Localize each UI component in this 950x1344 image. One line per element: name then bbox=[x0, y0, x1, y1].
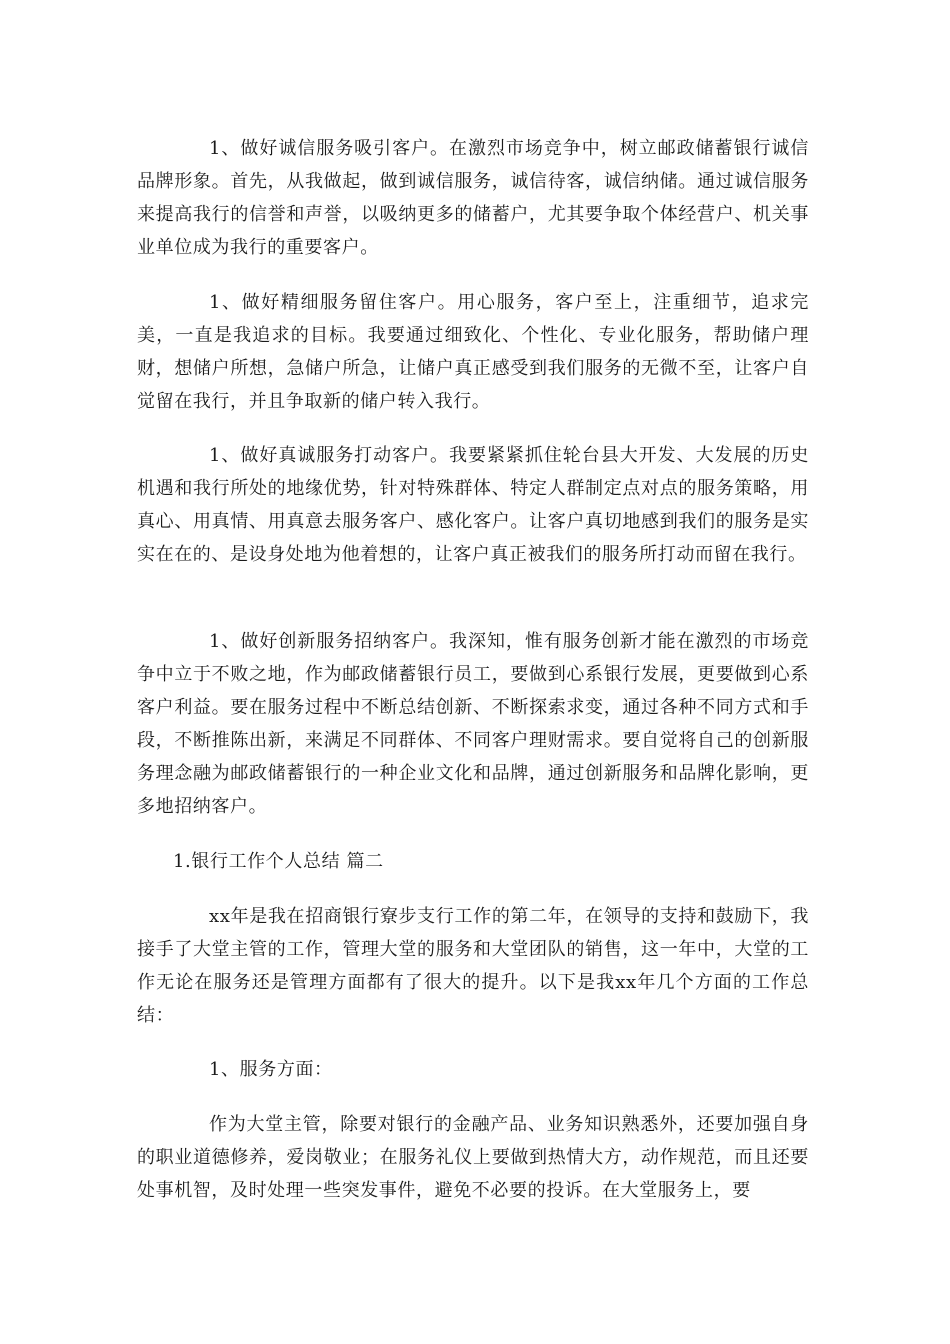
paragraph-sincere-service: 1、做好真诚服务打动客户。我要紧紧抓住轮台县大开发、大发展的历史机遇和我行所处的地缘优势，针对特殊群体、特定人群制定点对点的服务策略，用真心、用真情、用真意去服务客户、感化客户。让客户真切地感到我们的服务是实实在在的、是设身处地为他着想的，让客户真正被我们的服务所打动而留在我行。 bbox=[137, 445, 809, 565]
paragraph-fine-service: 1、做好精细服务留住客户。用心服务，客户至上，注重细节，追求完美，一直是我追求的目标。我要通过细致化、个性化、专业化服务，帮助储户理财，想储户所想，急储户所急，让储户真正感受到我们服务的无微不至，让客户自觉留在我行，并且争取新的储户转入我行。 bbox=[137, 292, 809, 412]
paragraph-integrity-service: 1、做好诚信服务吸引客户。在激烈市场竞争中，树立邮政储蓄银行诚信品牌形象。首先，从我做起，做到诚信服务，诚信待客，诚信纳储。通过诚信服务来提高我行的信誉和声誉，以吸纳更多的储蓄户，尤其要争取个体经营户、机关事业单位成为我行的重要客户。 bbox=[137, 138, 809, 258]
section-heading: 1.银行工作个人总结 篇二 bbox=[173, 851, 384, 872]
paragraph-service-heading: 1、服务方面： bbox=[209, 1059, 333, 1080]
paragraph-lobby-manager: 作为大堂主管，除要对银行的金融产品、业务知识熟悉外，还要加强自身的职业道德修养，爱岗敬业；在服务礼仪上要做到热情大方，动作规范，而且还要处事机智，及时处理一些突发事件，避免不必要的投诉。在大堂服务上，要 bbox=[137, 1114, 809, 1201]
paragraph-innovative-service: 1、做好创新服务招纳客户。我深知，惟有服务创新才能在激烈的市场竞争中立于不败之地，作为邮政储蓄银行员工，要做到心系银行发展，更要做到心系客户利益。要在服务过程中不断总结创新、不断探索求变，通过各种不同方式和手段，不断推陈出新，来满足不同群体、不同客户理财需求。要自觉将自己的创新服务理念融为邮政储蓄银行的一种企业文化和品牌，通过创新服务和品牌化影响，更多地招纳客户。 bbox=[137, 631, 809, 817]
paragraph-summary-intro: xx年是我在招商银行寮步支行工作的第二年，在领导的支持和鼓励下，我接手了大堂主管的工作，管理大堂的服务和大堂团队的销售，这一年中，大堂的工作无论在服务还是管理方面都有了很大的提升。以下是我xx年几个方面的工作总结： bbox=[137, 906, 809, 1026]
document-page bbox=[137, 0, 817, 1344]
